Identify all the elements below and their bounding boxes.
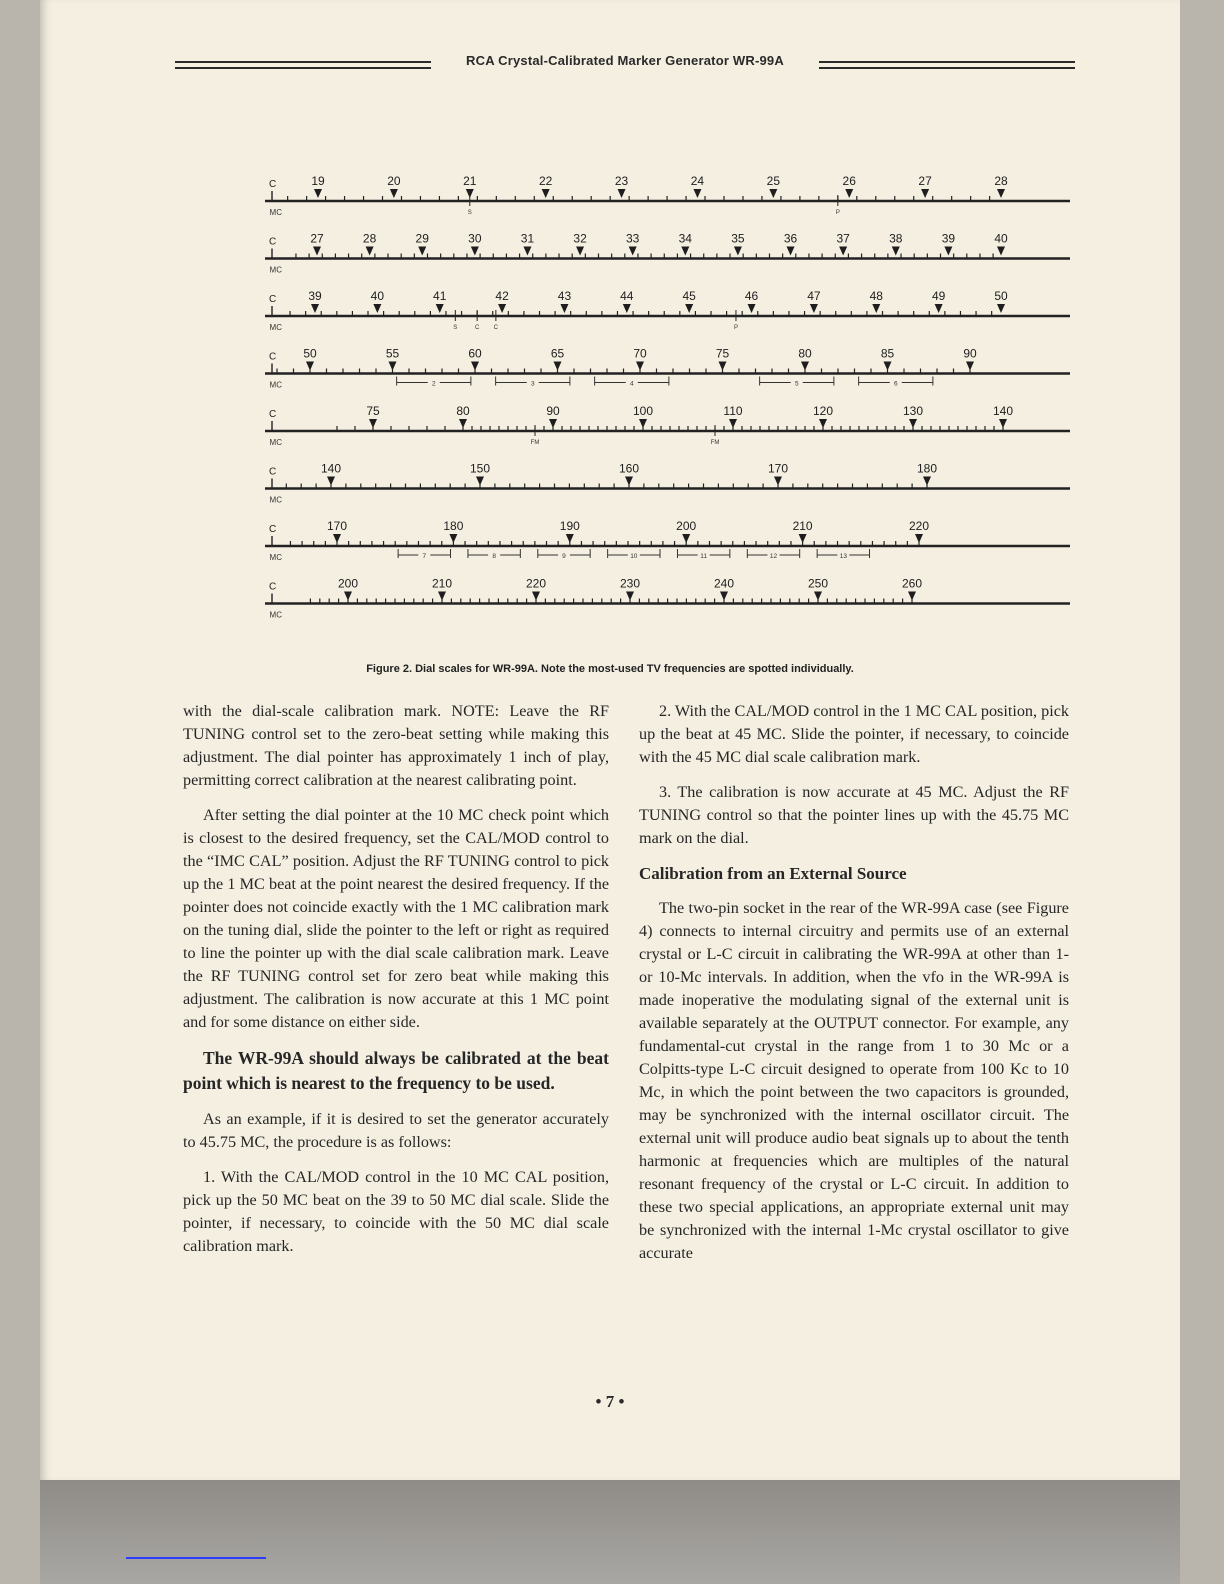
tv-channel-number: 3 xyxy=(530,380,535,388)
dial-calibration-triangle xyxy=(839,247,847,256)
dial-value-label: 75 xyxy=(715,346,730,361)
dial-value-label: 35 xyxy=(731,231,745,246)
paragraph: After setting the dial pointer at the 10 MC check point which is closest to the desired frequency, set the CAL/MOD control to the “IMC CAL” position. Adjust the RF TUNING control to pick up the 1 MC beat at the point nearest the desired frequency. If the pointer does not coincide exactly with the 1 MC calibration mark on the tuning dial, slide the pointer to the left or right as required to line the pointer up with the dial scale calibration mark. Leave the RF TUNING control set for zero beat while making this adjustment. The calibration is now accurate at this 1 MC point and for some distance on either side. xyxy=(183,806,609,1031)
dial-value-label: 40 xyxy=(370,289,385,303)
dial-value-label: 80 xyxy=(456,404,470,418)
dial-calibration-triangle xyxy=(623,304,631,313)
dial-value-label: 50 xyxy=(303,346,317,361)
dial-calibration-triangle xyxy=(908,592,916,601)
dial-value-label: 210 xyxy=(431,576,453,591)
dial-value-label: 85 xyxy=(880,346,895,361)
document-page xyxy=(40,0,1180,1480)
dial-calibration-triangle xyxy=(554,362,562,371)
dial-value-label: 70 xyxy=(633,346,647,361)
dial-calibration-triangle xyxy=(366,247,374,256)
dial-calibration-triangle xyxy=(997,189,1005,198)
dial-value-label: 75 xyxy=(366,404,380,418)
dial-special-mark-label: S xyxy=(467,210,472,216)
dial-value-label: 260 xyxy=(901,576,923,591)
dial-calibration-triangle xyxy=(801,362,809,371)
dial-calibration-triangle xyxy=(542,189,550,198)
dial-calibration-triangle xyxy=(685,304,693,313)
dial-value-label: 180 xyxy=(916,461,938,476)
paragraph: with the dial-scale calibration mark. NOTE: Leave the RF TUNING control set to the zero-beat setting while making this adjustment. The dial pointer has approximately 1 inch of play, permitting correct calibration at the nearest calibrating point. xyxy=(183,702,609,789)
dial-c-label: C xyxy=(269,581,277,593)
dial-value-label: 100 xyxy=(632,404,654,418)
dial-value-label: 39 xyxy=(308,289,322,303)
figure-caption: Figure 2. Dial scales for WR-99A. Note the most-used TV frequencies are spotted individually. xyxy=(366,663,854,675)
tv-channel-number: 10 xyxy=(630,553,638,560)
dial-calibration-triangle xyxy=(720,592,728,601)
dial-value-label: 60 xyxy=(468,346,482,361)
dial-value-label: 140 xyxy=(992,404,1014,418)
dial-calibration-triangle xyxy=(532,592,540,601)
dial-calibration-triangle xyxy=(618,189,626,198)
dial-calibration-triangle xyxy=(389,362,397,371)
dial-value-label: 21 xyxy=(463,174,477,188)
dial-value-label: 47 xyxy=(807,289,821,303)
dial-mc-label: MC xyxy=(269,495,282,505)
dial-calibration-triangle xyxy=(999,419,1007,428)
dial-calibration-triangle xyxy=(814,592,822,601)
paragraph: 1. With the CAL/MOD control in the 10 MC CAL position, pick up the 50 MC beat on the 39 to 50 MC dial scale. Slide the pointer, if necessary, to coincide with the 50 MC dial scale calibration mark. xyxy=(183,1168,609,1255)
dial-calibration-triangle xyxy=(373,304,381,313)
dial-mc-label: MC xyxy=(269,380,282,390)
dial-value-label: 170 xyxy=(767,461,789,476)
dial-value-label: 110 xyxy=(723,404,743,418)
dial-value-label: 22 xyxy=(538,174,553,188)
dial-calibration-triangle xyxy=(369,419,377,428)
dial-calibration-triangle xyxy=(719,362,727,371)
tv-channel-number: 5 xyxy=(794,380,799,388)
dial-calibration-triangle xyxy=(935,304,943,313)
dial-calibration-triangle xyxy=(769,189,777,198)
dial-calibration-triangle xyxy=(915,534,923,543)
dial-value-label: 25 xyxy=(766,174,781,188)
dial-value-label: 130 xyxy=(902,404,924,418)
dial-scales-figure xyxy=(225,165,1075,635)
dial-calibration-triangle xyxy=(997,247,1005,256)
dial-value-label: 55 xyxy=(385,346,400,361)
dial-value-label: 120 xyxy=(812,404,834,418)
dial-value-label: 32 xyxy=(573,231,587,246)
dial-calibration-triangle xyxy=(306,362,314,371)
tv-channel-number: 6 xyxy=(893,380,898,388)
dial-calibration-triangle xyxy=(729,419,737,428)
dial-value-label: 49 xyxy=(931,289,946,303)
dial-value-label: 180 xyxy=(443,519,464,533)
dial-value-label: 200 xyxy=(337,576,359,591)
paragraph: 2. With the CAL/MOD control in the 1 MC CAL position, pick up the beat at 45 MC. Slide the pointer, if necessary, to coincide with the 45 MC dial scale calibration mark. xyxy=(639,702,1069,766)
dial-value-label: 27 xyxy=(918,174,932,188)
dial-value-label: 160 xyxy=(618,461,640,476)
dial-special-mark-label: C xyxy=(493,325,499,331)
tv-channel-number: 12 xyxy=(769,553,778,560)
dial-mc-label: MC xyxy=(269,553,282,562)
dial-value-label: 80 xyxy=(798,346,812,361)
dial-value-label: 200 xyxy=(676,519,697,533)
dial-value-label: 34 xyxy=(678,231,692,246)
dial-calibration-triangle xyxy=(734,247,742,256)
dial-calibration-triangle xyxy=(748,304,756,313)
dial-calibration-triangle xyxy=(418,247,426,256)
running-head xyxy=(175,53,1075,75)
dial-value-label: 50 xyxy=(994,289,1008,303)
emphasis-paragraph: The WR-99A should always be calibrated at the beat point which is nearest to the frequency to be used. xyxy=(183,1048,609,1093)
dial-calibration-triangle xyxy=(436,304,444,313)
dial-c-label: C xyxy=(269,179,277,190)
dial-value-label: 240 xyxy=(713,576,735,591)
dial-calibration-triangle xyxy=(872,304,880,313)
dial-calibration-triangle xyxy=(892,247,900,256)
dial-calibration-triangle xyxy=(498,304,506,313)
dial-value-label: 41 xyxy=(433,289,447,303)
dial-value-label: 28 xyxy=(362,231,377,246)
dial-calibration-triangle xyxy=(566,534,574,543)
dial-mc-label: MC xyxy=(269,265,282,275)
dial-value-label: 33 xyxy=(626,231,640,246)
dial-calibration-triangle xyxy=(636,362,644,371)
dial-calibration-triangle xyxy=(626,592,634,601)
dial-value-label: 19 xyxy=(311,174,325,188)
dial-value-label: 20 xyxy=(387,174,401,188)
dial-calibration-triangle xyxy=(966,362,974,371)
dial-c-label: C xyxy=(269,466,277,478)
dial-value-label: 90 xyxy=(546,404,560,418)
dial-value-label: 38 xyxy=(889,231,903,246)
dial-special-mark-label: S xyxy=(453,325,458,331)
left-column xyxy=(183,700,609,1270)
dial-calibration-triangle xyxy=(819,419,827,428)
dial-value-label: 36 xyxy=(783,231,798,246)
dial-calibration-triangle xyxy=(787,247,795,256)
dial-value-label: 39 xyxy=(941,231,956,246)
dial-special-mark-label: FM xyxy=(530,440,540,446)
dial-calibration-triangle xyxy=(576,247,584,256)
dial-calibration-triangle xyxy=(333,534,341,543)
paragraph: As an example, if it is desired to set the generator accurately to 45.75 MC, the procedure is as follows: xyxy=(183,1110,609,1151)
dial-calibration-triangle xyxy=(774,477,782,486)
dial-c-label: C xyxy=(269,524,277,535)
dial-mc-label: MC xyxy=(269,323,282,332)
header-title: RCA Crystal-Calibrated Marker Generator WR-99A xyxy=(466,53,784,68)
dial-special-mark-label: C xyxy=(474,325,480,331)
dial-value-label: 30 xyxy=(468,231,482,246)
dial-value-label: 26 xyxy=(842,174,856,188)
dial-c-label: C xyxy=(269,409,277,420)
dial-value-label: 190 xyxy=(559,519,580,533)
dial-value-label: 220 xyxy=(525,576,547,591)
dial-calibration-triangle xyxy=(921,189,929,198)
blue-underline-mark xyxy=(126,1557,266,1559)
dial-special-mark-label: FM xyxy=(710,440,720,446)
dial-value-label: 31 xyxy=(520,231,535,246)
dial-calibration-triangle xyxy=(311,304,319,313)
tv-channel-number: 4 xyxy=(629,380,634,388)
dial-calibration-triangle xyxy=(314,189,322,198)
dial-calibration-triangle xyxy=(327,477,335,486)
tv-channel-number: 2 xyxy=(431,380,436,388)
dial-value-label: 45 xyxy=(682,289,696,303)
dial-calibration-triangle xyxy=(459,419,467,428)
page-edge-background xyxy=(40,1480,1180,1584)
dial-c-label: C xyxy=(269,351,277,363)
dial-value-label: 24 xyxy=(690,174,705,188)
dial-value-label: 40 xyxy=(994,231,1008,246)
dial-value-label: 37 xyxy=(836,231,850,246)
dial-calibration-triangle xyxy=(625,477,633,486)
dial-calibration-triangle xyxy=(313,247,321,256)
dial-calibration-triangle xyxy=(476,477,484,486)
dial-value-label: 250 xyxy=(807,576,829,591)
tv-channel-number: 8 xyxy=(492,553,496,560)
dial-calibration-triangle xyxy=(471,362,479,371)
dial-calibration-triangle xyxy=(390,189,398,198)
dial-value-label: 23 xyxy=(614,174,629,188)
dial-value-label: 48 xyxy=(869,289,883,303)
dial-value-label: 140 xyxy=(320,461,342,476)
dial-c-label: C xyxy=(269,236,277,248)
dial-value-label: 27 xyxy=(310,231,324,246)
dial-mc-label: MC xyxy=(269,610,282,620)
dial-calibration-triangle xyxy=(682,534,690,543)
dial-value-label: 210 xyxy=(792,519,813,533)
dial-special-mark-label: P xyxy=(733,325,738,331)
dial-mc-label: MC xyxy=(269,438,282,447)
dial-value-label: 220 xyxy=(908,519,930,533)
dial-calibration-triangle xyxy=(471,247,479,256)
dial-calibration-triangle xyxy=(923,477,931,486)
dial-calibration-triangle xyxy=(884,362,892,371)
dial-calibration-triangle xyxy=(344,592,352,601)
dial-calibration-triangle xyxy=(810,304,818,313)
paragraph: 3. The calibration is now accurate at 45 MC. Adjust the RF TUNING control so that the pointer lines up with the 45.75 MC mark on the dial. xyxy=(639,783,1069,847)
dial-calibration-triangle xyxy=(799,534,807,543)
dial-calibration-triangle xyxy=(629,247,637,256)
dial-calibration-triangle xyxy=(449,534,457,543)
dial-value-label: 43 xyxy=(557,289,572,303)
dial-mc-label: MC xyxy=(269,208,282,217)
header-rule-right xyxy=(819,61,1075,69)
dial-calibration-triangle xyxy=(845,189,853,198)
tv-channel-number: 7 xyxy=(422,553,427,560)
dial-calibration-triangle xyxy=(681,247,689,256)
dial-c-label: C xyxy=(269,294,277,305)
dial-calibration-triangle xyxy=(438,592,446,601)
dial-value-label: 46 xyxy=(744,289,759,303)
dial-value-label: 170 xyxy=(326,519,348,533)
page-number: • 7 • xyxy=(595,1392,625,1411)
tv-channel-number: 9 xyxy=(562,553,566,560)
paragraph: The two-pin socket in the rear of the WR-99A case (see Figure 4) connects to internal circuitry and permits use of an external crystal or L-C circuit in calibrating the WR-99A at other than 1- or 10-Mc intervals. In addition, when the vfo in the WR-99A is made inoperative the modulating signal of the external unit is available separately at the OUTPUT connector. For example, any fundamental-cut crystal in the range from 1 to 30 Mc or a Colpitts-type L-C circuit designed to operate from 100 Kc to 10 Mc, in which the point between the two capacitors is grounded, may be synchronized with the internal oscillator circuit. The external unit will produce audio beat signals up to about the tenth harmonic at frequencies which are multiples of the natural resonant frequency of the crystal or L-C circuit. In addition to these two special applications, an appropriate external unit may be synchronized with the internal 1-Mc crystal oscillator to give accurate xyxy=(639,899,1069,1262)
dial-value-label: 230 xyxy=(619,576,641,591)
tv-channel-number: 13 xyxy=(839,553,847,560)
dial-calibration-triangle xyxy=(560,304,568,313)
dial-value-label: 90 xyxy=(963,346,977,361)
dial-calibration-triangle xyxy=(909,419,917,428)
dial-calibration-triangle xyxy=(549,419,557,428)
dial-calibration-triangle xyxy=(523,247,531,256)
dial-special-mark-label: P xyxy=(835,210,840,216)
dial-value-label: 28 xyxy=(994,174,1008,188)
right-column xyxy=(639,700,1069,1277)
dial-calibration-triangle xyxy=(997,304,1005,313)
dial-calibration-triangle xyxy=(639,419,647,428)
dial-value-label: 150 xyxy=(469,461,491,476)
dial-value-label: 44 xyxy=(620,289,634,303)
dial-value-label: 42 xyxy=(495,289,509,303)
section-heading: Calibration from an External Source xyxy=(639,864,907,883)
dial-calibration-triangle xyxy=(944,247,952,256)
dial-calibration-triangle xyxy=(693,189,701,198)
dial-value-label: 65 xyxy=(550,346,565,361)
dial-value-label: 29 xyxy=(415,231,429,246)
tv-channel-number: 11 xyxy=(700,553,708,560)
